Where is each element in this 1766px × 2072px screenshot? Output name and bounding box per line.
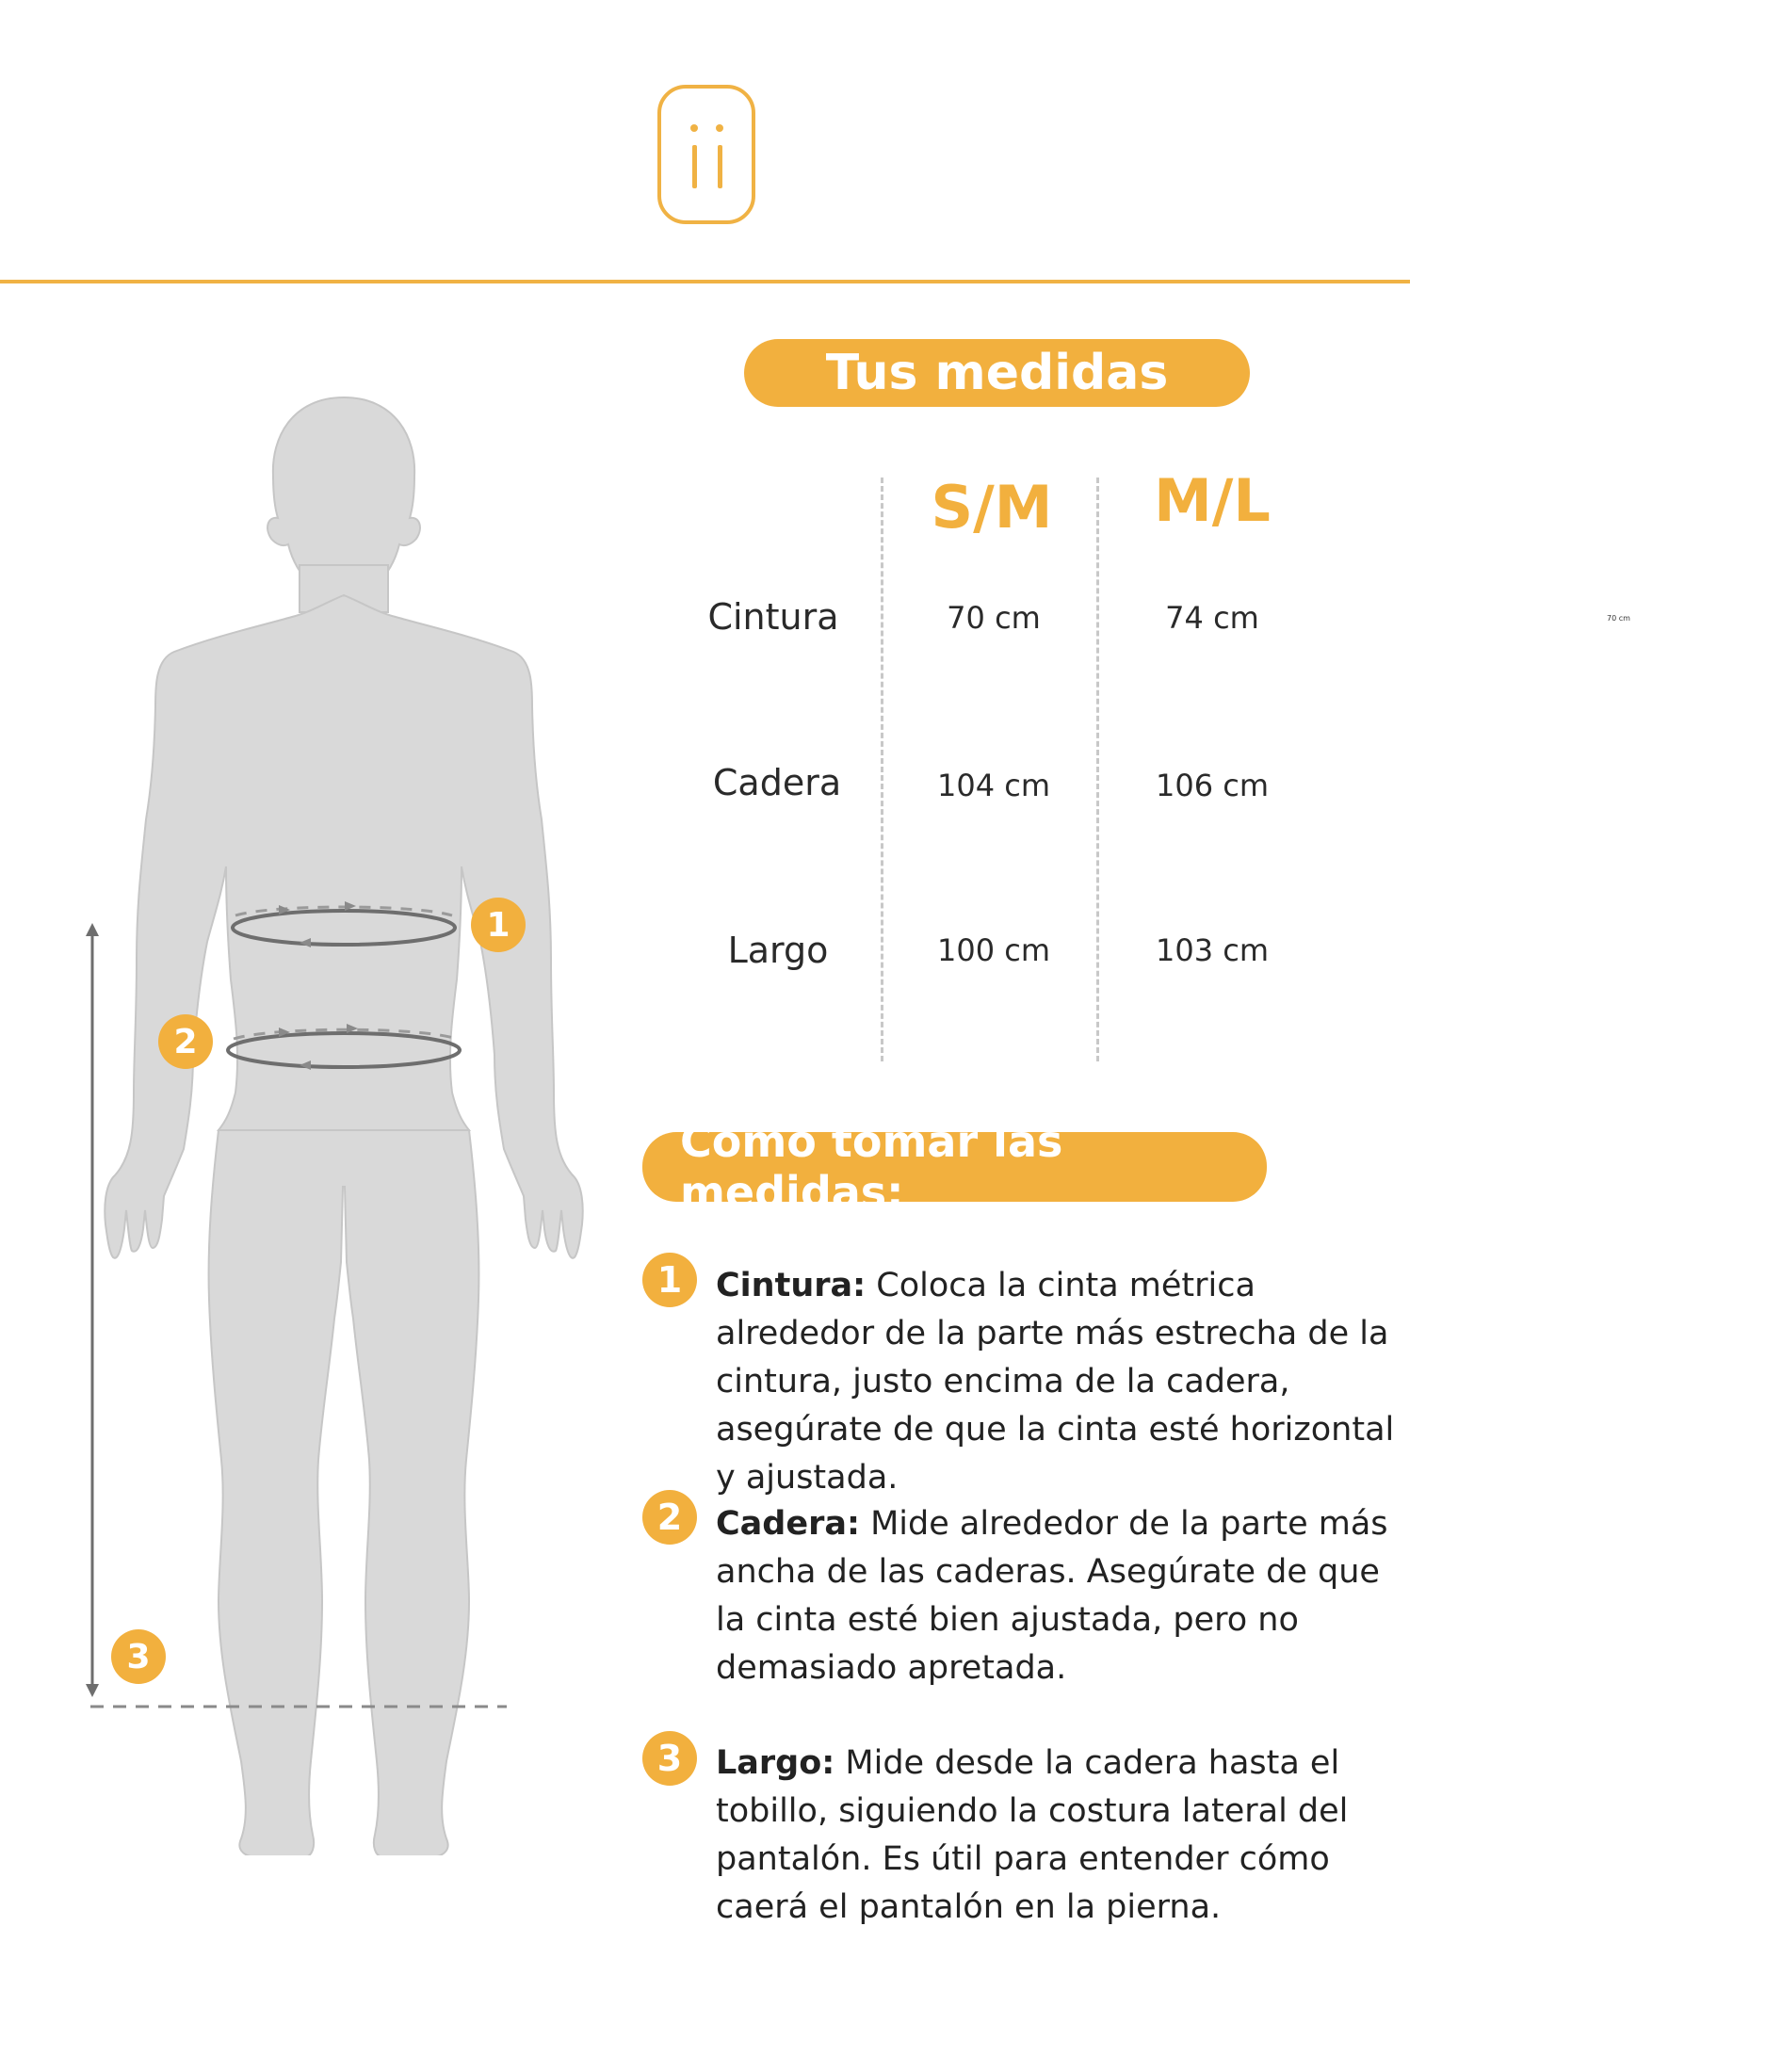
step-description: Mide desde la cadera hasta el tobillo, siguiendo la costura lateral del pantalón. Es útil para entender cómo caerá el pantalón en la pierna. bbox=[716, 1744, 1349, 1926]
step-description: Coloca la cinta métrica alrededor de la parte más estrecha de la cintura, justo encima de la cadera, asegúrate de que la cinta esté horizontal y ajustada. bbox=[716, 1267, 1395, 1497]
step-description: Mide alrededor de la parte más ancha de las caderas. Asegúrate de que la cinta esté bien ajustada, pero no demasiado apretada. bbox=[716, 1505, 1388, 1687]
marker-badge-length: 3 bbox=[111, 1629, 166, 1684]
table-cell: 103 cm bbox=[1155, 932, 1269, 968]
table-cell: 74 cm bbox=[1165, 600, 1259, 636]
step-number-badge: 2 bbox=[642, 1490, 697, 1545]
step-instruction bbox=[716, 1740, 1413, 1932]
size-column-header: M/L bbox=[1154, 466, 1271, 535]
row-label-cadera: Cadera bbox=[712, 762, 842, 803]
step-term: Largo: bbox=[716, 1744, 835, 1782]
measurement-figure bbox=[57, 377, 640, 1855]
step-instruction bbox=[716, 1262, 1413, 1502]
table-cell: 104 cm bbox=[936, 768, 1050, 803]
measures-title: Tus medidas bbox=[744, 339, 1250, 407]
brand-logo-icon bbox=[657, 85, 755, 224]
header-divider bbox=[0, 280, 1410, 283]
size-column-header: S/M bbox=[931, 473, 1053, 542]
step-instruction bbox=[716, 1500, 1413, 1692]
marker-badge-waist: 1 bbox=[471, 898, 526, 952]
stray-note: 70 cm bbox=[1607, 614, 1630, 623]
step-number-badge: 3 bbox=[642, 1731, 697, 1786]
row-label-cintura: Cintura bbox=[707, 596, 839, 638]
marker-badge-hip: 2 bbox=[158, 1014, 213, 1069]
row-label-largo: Largo bbox=[727, 930, 829, 971]
howto-title: Cómo tomar las medidas: bbox=[642, 1132, 1267, 1202]
step-term: Cintura: bbox=[716, 1267, 867, 1304]
table-cell: 70 cm bbox=[947, 600, 1041, 636]
step-term: Cadera: bbox=[716, 1505, 860, 1543]
table-cell: 106 cm bbox=[1155, 768, 1269, 803]
step-number-badge: 1 bbox=[642, 1253, 697, 1307]
table-cell: 100 cm bbox=[936, 932, 1050, 968]
